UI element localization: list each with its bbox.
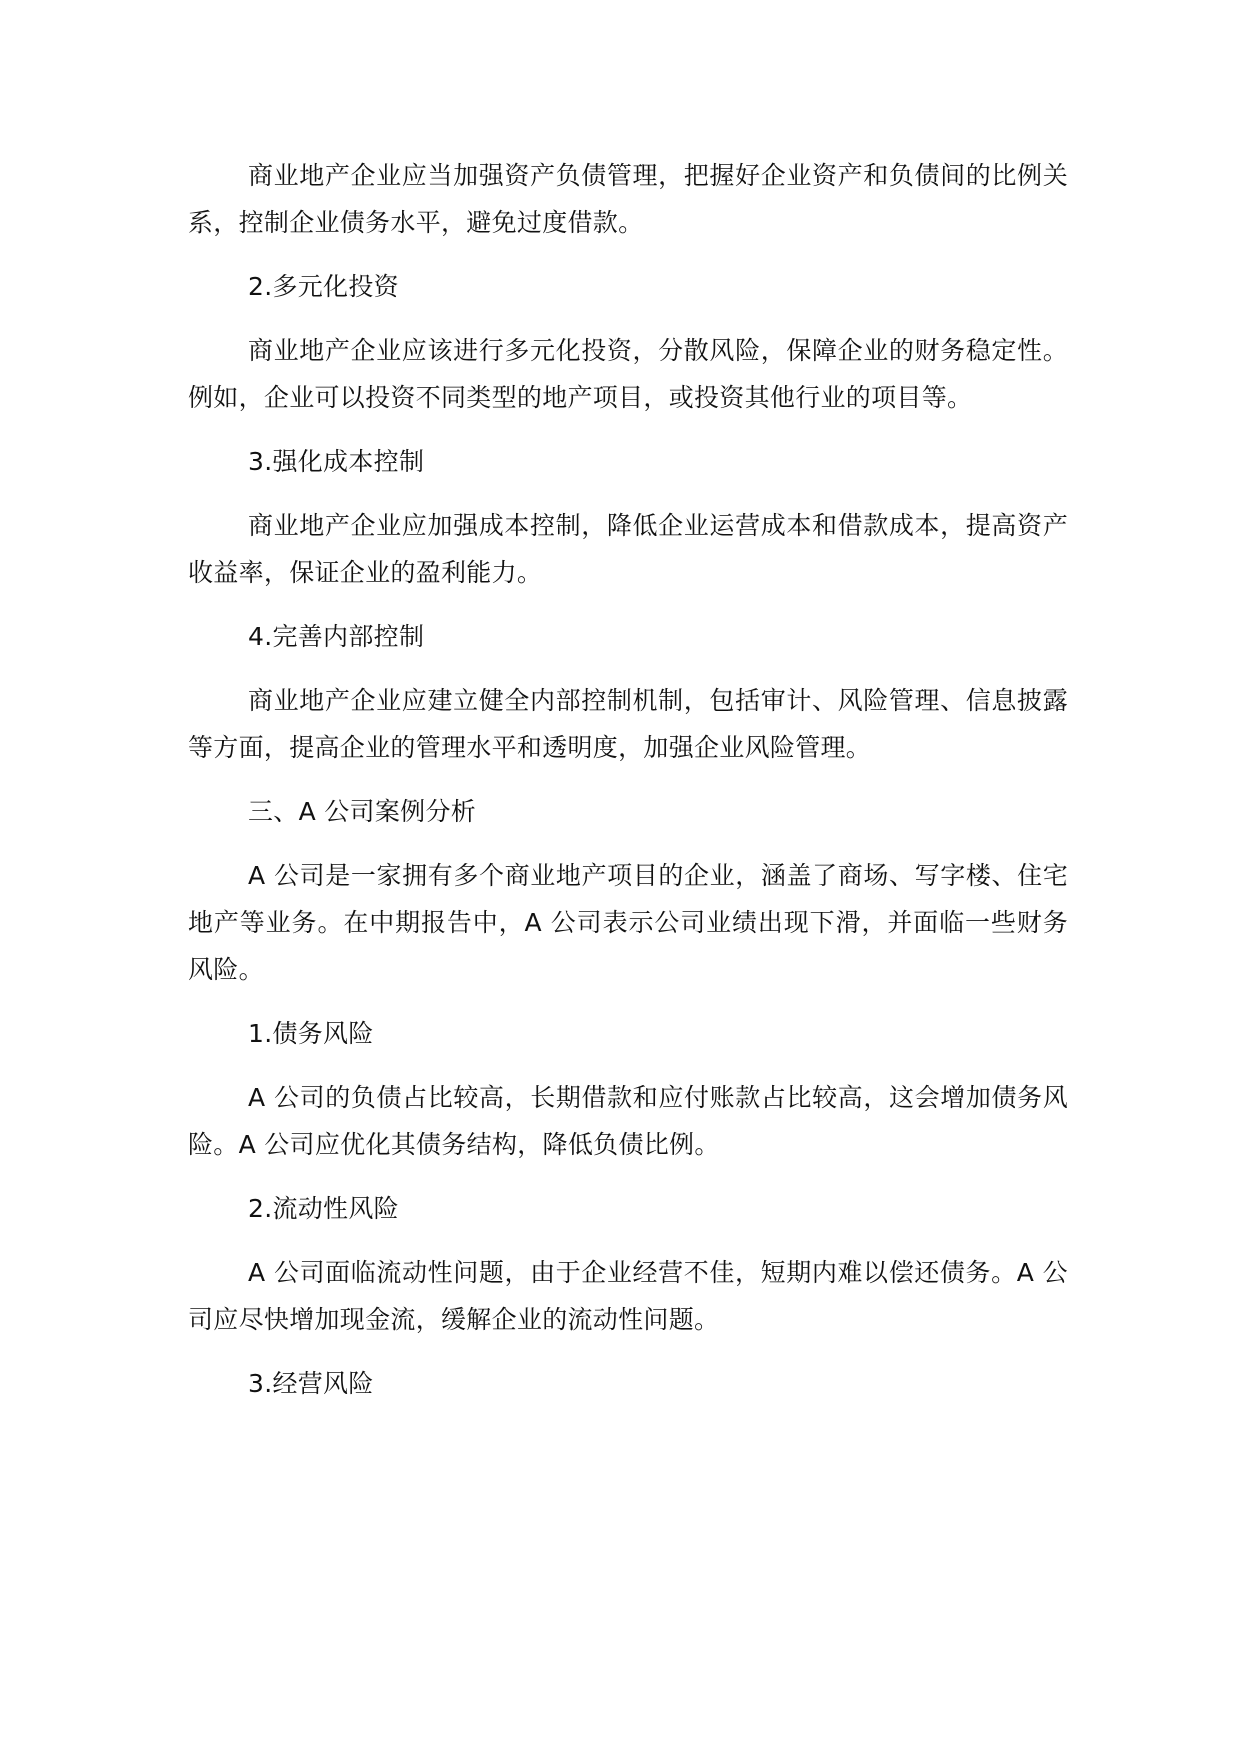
paragraph-debt-risk: A 公司的负债占比较高，长期借款和应付账款占比较高，这会增加债务风险。A 公司应优化其债务结构，降低负债比例。 <box>188 1083 1068 1159</box>
document-body <box>188 152 1068 1424</box>
heading-diversified-investment: 2.多元化投资 <box>248 272 399 301</box>
heading-debt-risk: 1.债务风险 <box>248 1019 374 1048</box>
heading-internal-control: 4.完善内部控制 <box>248 622 425 651</box>
paragraph-cost-control: 商业地产企业应加强成本控制，降低企业运营成本和借款成本，提高资产收益率，保证企业的盈利能力。 <box>188 511 1068 587</box>
paragraph-internal-control: 商业地产企业应建立健全内部控制机制，包括审计、风险管理、信息披露等方面，提高企业的管理水平和透明度，加强企业风险管理。 <box>188 686 1068 762</box>
heading-case-analysis: 三、A 公司案例分析 <box>248 797 477 826</box>
paragraph-asset-liability-management: 商业地产企业应当加强资产负债管理，把握好企业资产和负债间的比例关系，控制企业债务水平，避免过度借款。 <box>188 161 1068 237</box>
heading-operating-risk: 3.经营风险 <box>248 1369 374 1398</box>
paragraph-liquidity-risk: A 公司面临流动性问题，由于企业经营不佳，短期内难以偿还债务。A 公司应尽快增加现金流，缓解企业的流动性问题。 <box>188 1258 1068 1334</box>
heading-cost-control: 3.强化成本控制 <box>248 447 425 476</box>
paragraph-diversified-investment: 商业地产企业应该进行多元化投资，分散风险，保障企业的财务稳定性。例如，企业可以投资不同类型的地产项目，或投资其他行业的项目等。 <box>188 336 1068 412</box>
paragraph-company-overview: A 公司是一家拥有多个商业地产项目的企业，涵盖了商场、写字楼、住宅地产等业务。在中期报告中，A 公司表示公司业绩出现下滑，并面临一些财务风险。 <box>188 861 1068 984</box>
heading-liquidity-risk: 2.流动性风险 <box>248 1194 399 1223</box>
